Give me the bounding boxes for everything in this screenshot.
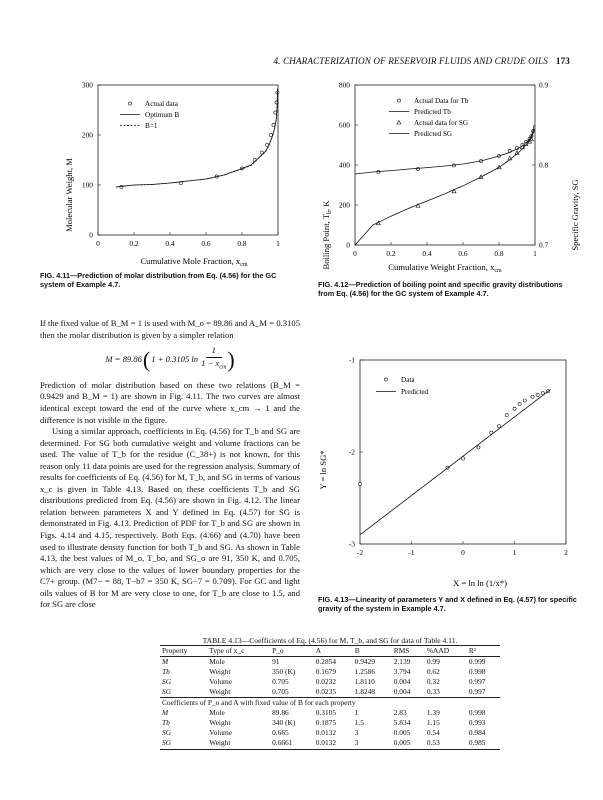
table-cell: 0.705 bbox=[272, 687, 289, 696]
y-tick-label: 400 bbox=[338, 160, 350, 170]
x-tick-label: 1 bbox=[512, 548, 517, 557]
table-header-cell: P_o bbox=[272, 646, 284, 655]
table-cell: 0.99 bbox=[426, 657, 440, 666]
table-row bbox=[160, 708, 500, 718]
legend-label: Predicted Tb bbox=[414, 108, 451, 116]
table-cell: 0.665 bbox=[272, 728, 289, 737]
legend-label: Predicted SG bbox=[414, 130, 453, 138]
x-tick-label: 1 bbox=[533, 249, 537, 258]
table-cell: 0.0132 bbox=[315, 738, 337, 747]
fig411-caption: FIG. 4.11—Prediction of molar distribution from Eq. (4.56) for the GC system of Example 4.7. bbox=[40, 271, 277, 290]
eq-fraction bbox=[201, 345, 226, 374]
table-header-cell: %AAD bbox=[426, 646, 450, 655]
series-line bbox=[360, 389, 551, 534]
table-cell: 0.984 bbox=[468, 728, 486, 737]
table-4-13 bbox=[160, 636, 500, 750]
y-tick-label: 100 bbox=[81, 180, 93, 190]
header-title: 4. CHARACTERIZATION OF RESERVOIR FLUIDS AND CRUDE OILS bbox=[273, 56, 548, 66]
data-point bbox=[275, 101, 278, 104]
y-tick-label: -3 bbox=[348, 539, 355, 549]
x-tick-label: 0.4 bbox=[422, 249, 432, 258]
y2-tick-label: 0.9 bbox=[539, 80, 549, 90]
eq-num: 1 bbox=[206, 345, 222, 358]
fig412-ylabel: Boiling Point, $T_b$, K bbox=[321, 200, 333, 270]
table-cell: Volume bbox=[209, 728, 233, 737]
table-cell: Volume bbox=[209, 677, 233, 686]
fig412-y2label: Specific Gravity, SG bbox=[570, 179, 580, 251]
table-cell: 5.834 bbox=[393, 718, 411, 727]
page-number: 173 bbox=[555, 56, 570, 66]
table-cell: 0.54 bbox=[426, 728, 440, 737]
x-tick-label: 0.2 bbox=[129, 239, 139, 248]
table-cell: SG bbox=[162, 677, 172, 686]
legend-label: Predicted bbox=[401, 388, 429, 396]
table-cell: 0.998 bbox=[468, 667, 486, 676]
table-cell: 2.83 bbox=[393, 708, 407, 717]
table-cell: 0.004 bbox=[393, 677, 411, 686]
table-cell: 0.993 bbox=[468, 718, 486, 727]
x-tick-label: -2 bbox=[356, 548, 364, 557]
x-tick-label: 0 bbox=[96, 239, 100, 248]
table-cell: 91 bbox=[272, 657, 280, 666]
x-tick-label: 0 bbox=[353, 249, 357, 258]
table-cell: 0.1875 bbox=[315, 718, 337, 727]
table-cell: 0.0232 bbox=[315, 677, 337, 686]
x-tick-label: 0 bbox=[461, 548, 465, 557]
table-cell: 0.004 bbox=[393, 687, 411, 696]
x-tick-label: 2 bbox=[564, 548, 568, 557]
fig413-ylabel: Y = ln SG* bbox=[318, 450, 328, 490]
table-row bbox=[160, 728, 500, 738]
paragraph-2: Prediction of molar distribution based on these two relations (B_M = 0.9429 and B_M = 1) are shown in Fig. 4.11. The two curves are almost identical except toward the end of the curve where x_cm → 1 and the difference is not visible in the figure. bbox=[40, 379, 300, 425]
data-point bbox=[513, 407, 516, 410]
y-tick-label: 800 bbox=[338, 80, 350, 90]
table-cell: Weight bbox=[209, 687, 231, 696]
data-point bbox=[477, 446, 480, 449]
table-header-cell: Type of x_c bbox=[209, 646, 245, 655]
table-cell: Tb bbox=[162, 667, 170, 676]
table-subheading-row bbox=[160, 698, 500, 709]
body-text-col bbox=[40, 318, 300, 611]
table-cell: 0.33 bbox=[426, 687, 440, 696]
y-tick-label: 200 bbox=[338, 200, 350, 210]
data-point bbox=[497, 425, 500, 428]
x-tick-label: 0.8 bbox=[494, 249, 504, 258]
running-header bbox=[230, 56, 570, 66]
x-tick-label: 0.6 bbox=[201, 239, 211, 248]
table-cell: Weight bbox=[209, 718, 231, 727]
fig412-caption: FIG. 4.12—Prediction of boiling point and specific gravity distributions from Eq. (4.56) for the GC system of Example 4.7. bbox=[318, 280, 563, 299]
table-cell: 0.62 bbox=[426, 667, 440, 676]
legend-marker bbox=[397, 121, 401, 125]
series-line bbox=[116, 89, 278, 187]
equation-m: M = 89.86 ( 1 + 0.3105 ln 1 $1 - x_{cm}$ ) bbox=[40, 345, 300, 374]
table-cell: 3 bbox=[354, 728, 359, 737]
series-line bbox=[355, 129, 534, 245]
y2-tick-label: 0.7 bbox=[539, 240, 549, 250]
paragraph-3: Using a similar approach, coefficients in Eq. (4.56) for T_b and SG are determined. For SG both cumulative weight and volume fractions can be used. The value of T_b for the residue (C_38+) is not known, for this reason only 11 data points are used for the regression analysis. Summary of results for coefficients of Eq. (4.56) for M, T_b, and SG in terms of various x_c is given in Table 4.13. Based on these coefficients T_b and SG distributions predicted from Eq. (4.56) are shown in Fig. 4.12. The linear relation between parameters X and Y defined in Eq. (4.57) for SG is demonstrated in Fig. 4.13. Prediction of PDF for T_b and SG are shown in Figs. 4.14 and 4.15, respectively. Both Eqs. (4.66) and (4.70) have been used to illustrate density function for both T_b and SG. As shown in Table 4.13, the best values of M_o, T_bo, and SG_o are 91, 350 K, and 0.705, which are very close to the values of lower boundary properties for the C7+ group. (M7− = 88, T−b7 = 350 K, SG−7 = 0.709). For GC and light oils values of B for M are very close to one, for T_b are close to 1.5, and for SG are close bbox=[40, 426, 300, 610]
table-cell: Mole bbox=[209, 657, 225, 666]
y-tick-label: -1 bbox=[348, 355, 355, 365]
table-header-cell: Property bbox=[162, 646, 188, 655]
y-tick-label: 200 bbox=[81, 130, 93, 140]
table-cell: 1.8110 bbox=[354, 677, 375, 686]
fig413-caption: FIG. 4.13—Linearity of parameters Y and X defined in Eq. (4.57) for specific gravity of the system in Example 4.7. bbox=[318, 595, 577, 614]
x-tick-label: 0.6 bbox=[458, 249, 468, 258]
table-cell: Mole bbox=[209, 708, 225, 717]
table-header-cell: B bbox=[354, 646, 360, 655]
table-header-cell: RMS bbox=[393, 646, 410, 655]
fig-4-11-chart bbox=[58, 75, 293, 270]
table-header-cell: A bbox=[315, 646, 322, 655]
eq-lhs: M = 89.86 bbox=[105, 353, 142, 364]
table-cell: 0.2854 bbox=[315, 657, 337, 666]
y-tick-label: 0 bbox=[89, 230, 93, 240]
y-tick-label: -2 bbox=[348, 447, 355, 457]
table-cell: 1.15 bbox=[426, 718, 440, 727]
table-header-row bbox=[160, 646, 500, 657]
table-cell: M bbox=[162, 708, 169, 717]
table-cell: 3 bbox=[354, 738, 359, 747]
data-point bbox=[269, 133, 272, 136]
y-tick-label: 600 bbox=[338, 120, 350, 130]
table-cell: 0.9429 bbox=[354, 657, 376, 666]
data-point bbox=[536, 393, 539, 396]
table-cell: 0.705 bbox=[272, 677, 289, 686]
table-cell: 1 bbox=[354, 708, 359, 717]
table-title: TABLE 4.13—Coefficients of Eq. (4.56) for M, T_b, and SG for data of Table 4.11. bbox=[202, 636, 458, 645]
x-tick-label: 1 bbox=[276, 239, 280, 248]
table-cell: 3.794 bbox=[393, 667, 411, 676]
table-cell: M bbox=[162, 657, 169, 666]
table-cell: 0.998 bbox=[468, 708, 486, 717]
x-tick-label: -1 bbox=[408, 548, 415, 557]
table-cell: 0.997 bbox=[468, 677, 486, 686]
table-cell: Weight bbox=[209, 738, 231, 747]
table-cell: SG bbox=[162, 738, 172, 747]
y2-tick-label: 0.8 bbox=[539, 160, 549, 170]
fig-4-13-chart bbox=[312, 340, 584, 590]
legend-marker bbox=[128, 102, 131, 105]
x-tick-label: 0.2 bbox=[386, 249, 396, 258]
table-cell: Tb bbox=[162, 718, 170, 727]
table-row bbox=[160, 667, 500, 677]
plot-frame bbox=[360, 360, 566, 544]
legend-label: Optimum B bbox=[145, 111, 180, 119]
table-row bbox=[160, 687, 500, 698]
legend-marker bbox=[397, 99, 400, 102]
fig411-ylabel: Molecular Weight, M bbox=[64, 158, 74, 232]
legend-marker bbox=[384, 378, 387, 381]
table-cell: 0.32 bbox=[426, 677, 440, 686]
data-point bbox=[531, 395, 534, 398]
table-cell: 1.8248 bbox=[354, 687, 376, 696]
fig412-xlabel: Cumulative Weight Fraction, $x_{cm}$ bbox=[388, 262, 502, 274]
x-tick-label: 0.8 bbox=[237, 239, 247, 248]
y-tick-label: 300 bbox=[81, 80, 93, 90]
eq-den: $1 - x_{cm}$ bbox=[201, 357, 227, 371]
table-cell: 0.53 bbox=[426, 738, 440, 747]
table-cell: 340 (K) bbox=[272, 718, 296, 727]
data-point bbox=[505, 414, 508, 417]
table-cell: SG bbox=[162, 687, 172, 696]
table-cell: 0.6661 bbox=[272, 738, 293, 747]
legend-label: Actual data bbox=[145, 100, 178, 108]
table-row bbox=[160, 718, 500, 728]
fig413-xlabel: X = ln ln (1/x*) bbox=[452, 578, 508, 588]
table-row bbox=[160, 738, 500, 748]
table-cell: 350 (K) bbox=[272, 667, 296, 676]
table-cell: SG bbox=[162, 728, 172, 737]
x-tick-label: 0.4 bbox=[165, 239, 175, 248]
fig411-xlabel: Cumulative Mole Fraction, $x_{cm}$ bbox=[140, 256, 248, 268]
legend-label: Data bbox=[401, 376, 415, 384]
table-cell: 0.005 bbox=[393, 728, 411, 737]
table-row bbox=[160, 677, 500, 687]
table-cell: 0.997 bbox=[468, 687, 486, 696]
eq-mid: 1 + 0.3105 ln bbox=[151, 353, 199, 364]
data-point bbox=[523, 399, 526, 402]
table-cell: 0.3105 bbox=[315, 708, 337, 717]
paragraph-1: If the fixed value of B_M = 1 is used with M_o = 89.86 and A_M = 0.3105 then the molar distribution is given by a simpler relation bbox=[40, 318, 300, 340]
table-cell: 1.39 bbox=[426, 708, 440, 717]
legend-label: B=1 bbox=[145, 122, 158, 130]
table-subheading: Coefficients of P_o and A with fixed value of B for each property bbox=[162, 698, 356, 707]
y-tick-label: 0 bbox=[346, 240, 350, 250]
data-point bbox=[358, 483, 361, 486]
legend-label: Actual Data for Tb bbox=[414, 97, 469, 105]
table-cell: 0.005 bbox=[393, 738, 411, 747]
plot-frame bbox=[98, 85, 278, 235]
table-row bbox=[160, 657, 500, 668]
table-cell: 1.5 bbox=[354, 718, 364, 727]
table-cell: 0.985 bbox=[468, 738, 486, 747]
legend-label: Actual data for SG bbox=[414, 119, 469, 127]
coeff-table bbox=[160, 645, 500, 748]
table-cell: 0.0235 bbox=[315, 687, 337, 696]
table-cell: 0.999 bbox=[468, 657, 486, 666]
table-cell: Weight bbox=[209, 667, 231, 676]
table-header-cell: R² bbox=[468, 646, 476, 655]
table-cell: 89.86 bbox=[272, 708, 289, 717]
table-cell: 0.0132 bbox=[315, 728, 337, 737]
table-cell: 0.1679 bbox=[315, 667, 337, 676]
series-line bbox=[116, 89, 278, 188]
fig-4-12-chart bbox=[315, 75, 585, 275]
table-cell: 1.2586 bbox=[354, 667, 376, 676]
table-cell: 2.139 bbox=[393, 657, 411, 666]
data-point bbox=[518, 403, 521, 406]
